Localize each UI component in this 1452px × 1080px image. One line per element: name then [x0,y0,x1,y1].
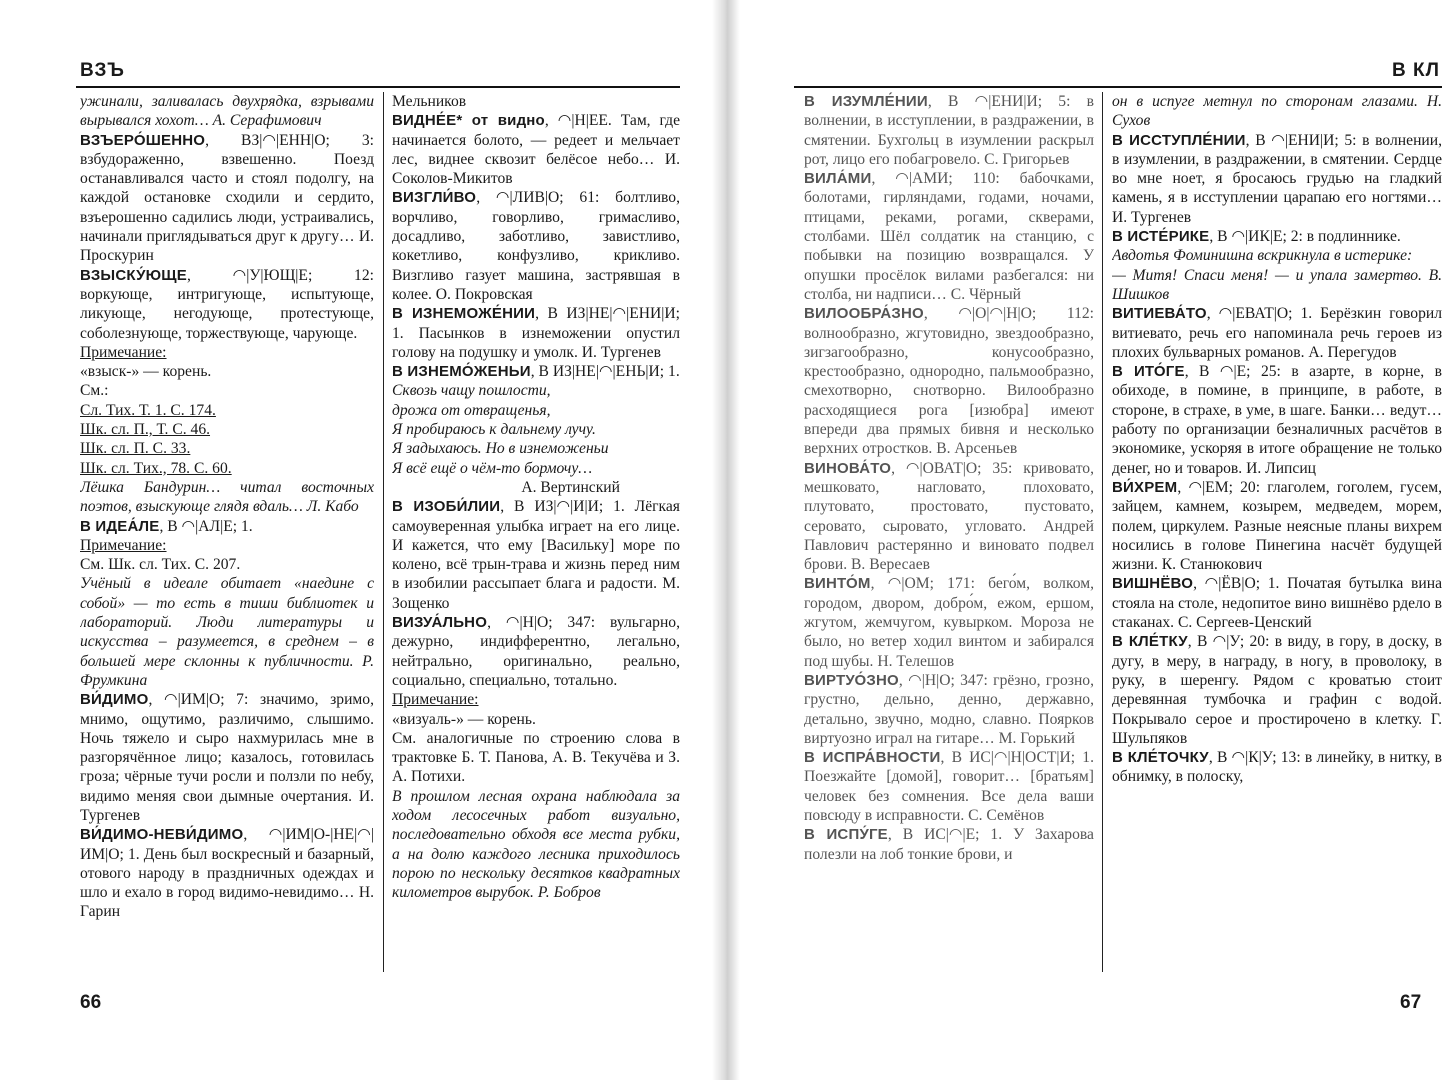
headword: В ИССТУПЛЕ́НИИ [1112,131,1246,149]
right-column-2 [1112,92,1442,982]
entry-vidnee: ВИДНЕ́Е* от видно, ◠|Н|ЕЕ. Там, где начинается болото, — редеет и мельчает лес, виднее сквозит белёсое небо… И. Соколов-Микитов [392,112,680,188]
headword: ВИ́ДИМО [80,691,149,709]
note-label: Примечание: [80,536,167,554]
headword: В ИЗНЕМО́ЖЕНЬИ [392,363,531,381]
note-label: Примечание: [392,691,479,709]
header-rule-left [76,86,680,88]
entry-vitievato: ВИТИЕВА́ТО, ◠|ЕВАТ|О; 1. Берёзкин говорил витиевато, речь его напоминала речь героев из плохих бульварных романов. А. Перегудов [1112,305,1442,361]
reference-link: Шк. сл. Тих., 78. С. 60. [80,459,232,477]
entry-v-izobilii: В ИЗОБИ́ЛИИ, В ИЗ|◠|И|И; 1. Лёгкая самоуверенная улыбка играет на его лице. И кажется, что ему [Васильку] море по колено, всё трын-трава и жизнь перед ним в изобилии рассыпает блага и радости. М. Зощенко [392,498,680,612]
entry-continuation: Мельников [392,93,467,110]
see-reference: См. Шк. сл. Тих. С. 207. [80,556,241,574]
reference-link: Шк. сл. П., Т. С. 46. [80,421,211,439]
poem-line: Я пробираюсь к дальнему лучу. [392,421,596,439]
entry-v-isterike: В ИСТЕ́РИКЕ, В ◠|ИК|Е; 2: в подлиннике. [1112,228,1401,246]
headword: В ИДЕА́ЛЕ [80,517,160,535]
headword: ВИШНЁВО [1112,575,1194,593]
headword: ВИТИЕВА́ТО [1112,305,1207,323]
see-label: См.: [80,382,109,400]
page-number-right: 67 [1400,992,1422,1013]
example-quote: В прошлом лесная охрана наблюдала за ходом лесосечных работ визуально, последовательно обходя все места рубки, а на долю каждого лесника приходилось порою по нескольку десятков квадратных километров вырубок. Р. Бобров [392,787,680,902]
entry-virtuozno: ВИРТУО́ЗНО, ◠|Н|О; 347: грёзно, грозно, грустно, дельно, денно, державно, детально, звучно, модно, славно. Поярков виртуозно играл на гитаре… М. Горький [804,671,1094,747]
entry-v-kletochku: В КЛЕ́ТОЧКУ, В ◠|К|У; 13: в линейку, в нитку, в обнимку, в полоску, [1112,749,1442,786]
entry-vizglivo: ВИЗГЛИ́ВО, ◠|ЛИВ|О; 61: болтливо, ворчливо, говорливо, гримасливо, досадливо, заботливо, завистливо, кокетливо, конфузливо, крикливо. Визгливо газует машина, застрявшая в колее. О. Покровская [392,189,680,303]
entry-v-izumlenii: В ИЗУМЛЕ́НИИ, В ◠|ЕНИ|И; 5: в волнении, в исступлении, в раздражении, в смятении. Бухгольц в изумлении раскрыл рот, лицо его побагровело. С. Григорьев [804,93,1094,168]
headword: ВИНОВА́ТО [804,459,892,477]
entry-vilami: ВИЛА́МИ, ◠|АМИ; 110: бабочками, болотами, гирляндами, годами, ночами, птицами, реками, рогами, скверами, столбами. Шёл солдатик на станцию, с побывки на позицию возвращался. У опушки просёлок вилами разбегался: ни столба, ни надписи… С. Чёрный [804,170,1094,303]
entry-v-kletku: В КЛЕ́ТКУ, В ◠|У; 20: в виду, в гору, в доску, в дугу, в меру, в награду, в ногу, в проволоку, в руку, в шеренгу. Рядом с кроватью стоит деревянная тумбочка и графин с водой. Покрывало серое и простирочено в клетку. Г. Шульпяков [1112,633,1442,747]
entry-v-iznemozheni: В ИЗНЕМО́ЖЕНЬИ, В ИЗ|НЕ|◠|ЕНЬ|И; 1. [392,363,680,381]
header-rule-right [794,86,1442,88]
entry-vidimo: ВИ́ДИМО, ◠|ИМ|О; 7: значимо, зримо, мнимо, ощутимо, различимо, слышимо. Ночь тяжело и сыро нахмурилась мне в разгорячённое лицо; казалось, готовилась гроза; чёрные тучи росли и ползли по небу, видимо меняя свои дымные очертания. И. Тургенев [80,691,374,824]
example-quote: Лёшка Бандурин… читал восточных поэтов, взыскующе глядя вдаль… Л. Кабо [80,478,374,516]
headword: В КЛЕ́ТОЧКУ [1112,749,1209,767]
headword: В ИЗОБИ́ЛИИ [392,498,501,516]
left-page [0,0,722,1080]
note-label: Примечание: [80,343,167,361]
entry-v-ideale: В ИДЕА́ЛЕ, В ◠|АЛ|Е; 1. [80,517,253,535]
entry-vintom: ВИНТО́М, ◠|ОМ; 171: бего́м, волком, городом, двором, добро́м, ежом, ершом, жгутом, жемчугом, кувырком. Мороза не было, но ветер ходил винтом и забирался под шубы. Н. Телешов [804,575,1094,670]
example-quote: Учёный в идеале обитает «наедине с собой» — то есть в тиши библиотек и лабораторий. Люди литературы и искусства – разумеется, в среднем – в большей мере склонны к публичности. Р. Фрумкина [80,575,374,689]
entry-vikhrem: ВИ́ХРЕМ, ◠|ЕМ; 20: глаголем, гоголем, гусем, зайцем, камнем, козырем, медведем, морем, полем, циркулем. Разные неясные планы вихрем носились в голове Пинегина насчёт будущей жизни. К. Станюкович [1112,478,1442,574]
running-head-left: ВЗЪ [80,60,125,81]
entry-v-isstuplenii: В ИССТУПЛЕ́НИИ, В ◠|ЕНИ|И; 5: в волнении, в изумлении, в раздражении, в смятении. Сердце во мне ноет, я бросаюсь грудью на гладкий камень, я в исступлении царапаю его ногтями… И. Тургенев [1112,131,1442,226]
poem-line: дрожа от отвращенья, [392,401,551,419]
reference-link: Сл. Тих. Т. 1. С. 174. [80,401,216,419]
entry-v-ispravnosti: В ИСПРА́ВНОСТИ, В ИС|◠|Н|ОСТ|И; 1. Поезжайте [домой], говорит… [братьям] человек без сомнения. Все дела ваши повсюду в исправности. С. Семёнов [804,749,1094,824]
headword: ВИЗГЛИ́ВО [392,189,477,207]
headword: ВИЛООБРА́ЗНО [804,305,924,323]
headword: В ИЗНЕМОЖЕ́НИИ [392,305,536,323]
entry-continuation: он в испуге метнул по сторонам глазами. Н. Сухов [1112,93,1442,130]
entry-vzyskuyushche: ВЗЫСКУ́ЮЩЕ, ◠|У|ЮЩ|Е; 12: воркующе, интригующе, испытующе, ликующе, негодующе, протестующе, соболезнующе, торжествующе, чарующе. [80,266,374,342]
entry-vishnevo: ВИШНЁВО, ◠|ЁВ|О; 1. Початая бутылка вина стояла на столе, недопитое вино вишнёво рдело в стаканах. С. Сергеев-Ценский [1112,575,1442,632]
entry-vidimo-nevidimo: ВИ́ДИМО-НЕВИ́ДИМО, ◠|ИМ|О-|НЕ|◠|ИМ|О; 1. День был воскресный и базарный, отового народу в праздничных одеждах и шло и ехало в город видимо-невидимо… Н. Гарин [80,826,374,921]
headword: ВИНТО́М [804,575,871,593]
example-quote: Авдотья Фоминишна вскрикнула в истерике: [1112,247,1413,265]
headword: В КЛЕ́ТКУ [1112,633,1188,651]
poem-line: Я задыхаюсь. Но в изнеможеньи [392,440,609,458]
see-reference: См. аналогичные по строению слова в трактовке Б. Т. Панова, А. В. Текучёва и З. А. Потихи. [392,729,680,786]
left-column-1 [80,92,374,982]
entry-v-ispuge: В ИСПУ́ГЕ, В ИС|◠|Е; 1. У Захарова полезли на лоб тонкие брови, и [804,826,1094,863]
reference-link: Шк. сл. П. С. 33. [80,440,191,458]
headword: ВИРТУО́ЗНО [804,671,899,689]
poem-author: А. Вертинский [521,478,620,496]
headword: В ИЗУМЛЕ́НИИ [804,93,928,110]
entry-v-iznemozhenii: В ИЗНЕМОЖЕ́НИИ, В ИЗ|НЕ|◠|ЕНИ|И; 1. Пасынков в изнеможении опустил голову на подушку и умолк. И. Тургенев [392,305,680,361]
example-quote: — Митя! Спаси меня! — и упала замертво. В. Шишков [1112,266,1442,303]
running-head-right: В КЛ [1392,60,1440,81]
headword: ВИЛА́МИ [804,170,872,188]
poem-line: Я всё ещё о чём-то бормочу… [392,459,593,477]
entry-vinovato: ВИНОВА́ТО, ◠|ОВАТ|О; 35: кривовато, мешковато, нагловато, плоховато, плутовато, простовато, пустовато, серовато, сыровато, угловато. Андрей Павлович растерянно и виновато подвел брови. В. Вересаев [804,459,1094,574]
headword: В ИСПРА́ВНОСТИ [804,749,941,767]
entry-vzeroshenno: ВЗЪЕРО́ШЕННО, ВЗ|◠|ЕНН|О; 3: взбудораженно, взвешенно. Поезд останавливался часто и стоял подолгу, на каждой остановке сходили и сердито, взъерошенно садились люди, устраивались, начинали приглядываться друг к другу… И. Проскурин [80,131,374,265]
entry-v-itoge: В ИТО́ГЕ, В ◠|Е; 25: в азарте, в корне, в обиходе, в помине, в принципе, в работе, в стороне, в страхе, в уме, в шаге. Банки… ведут… работу по организации безналичных расчётов в экономике, ускоряя в итоге обращение не только денег, но и товаров. И. Липсиц [1112,363,1442,477]
headword: ВЗЪЕРО́ШЕННО [80,131,206,149]
headword: ВИДНЕ́Е* от видно [392,112,545,130]
left-column-2 [392,92,680,982]
entry-continuation: ужинали, заливалась двухрядка, взрывами вырывался хохот… А. Серафимович [80,93,374,130]
headword: ВЗЫСКУ́ЮЩЕ [80,266,187,284]
column-divider-left [383,92,384,972]
right-page [730,0,1452,1080]
page-number-left: 66 [80,992,102,1013]
headword: ВИ́ХРЕМ [1112,478,1178,496]
poem-line: Сквозь чащу пошлости, [392,382,551,400]
headword: В ИТО́ГЕ [1112,363,1185,381]
note-root: «взыск-» — корень. [80,363,212,381]
headword: В ИСТЕ́РИКЕ [1112,228,1210,246]
entry-viloobrazno: ВИЛООБРА́ЗНО, ◠|О|◠|Н|О; 112: волнообразно, жгутовидно, звездообразно, зигзагообразно, конусообразно, крестообразно, однородно, пальмообразно, смехотворно, снотворно. Вилообразно расходящиеся рога [изюбра] имеют впереди два прямых бивня и несколько верхних отростков. В. Арсеньев [804,305,1094,458]
column-divider-right [1102,92,1103,972]
right-column-1 [804,92,1094,982]
note-root: «визуаль-» — корень. [392,710,536,728]
entry-vizualno: ВИЗУА́ЛЬНО, ◠|Н|О; 347: вульгарно, дежурно, индифферентно, легально, нейтрально, оригинально, реально, социально, специально, тотально. [392,614,680,689]
headword: В ИСПУ́ГЕ [804,826,888,844]
headword: ВИ́ДИМО-НЕВИ́ДИМО [80,826,244,844]
headword: ВИЗУА́ЛЬНО [392,614,488,632]
